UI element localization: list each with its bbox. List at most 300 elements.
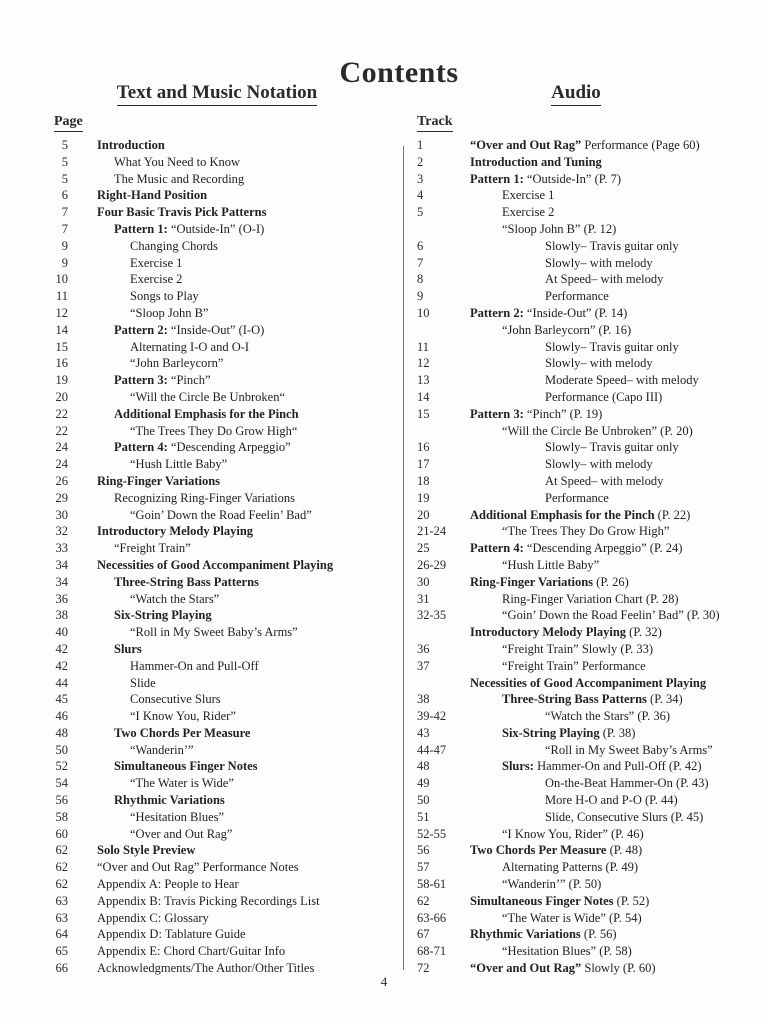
toc-row [417, 507, 765, 524]
row-number: 36 [55, 591, 68, 606]
row-number: 32-35 [417, 608, 447, 623]
row-text [68, 154, 240, 171]
row-number: 37 [417, 658, 430, 673]
toc-row [417, 725, 765, 742]
row-text-segment: “Watch the Stars” [130, 591, 220, 606]
toc-row [417, 758, 765, 775]
row-text-bold-segment: Introduction [97, 138, 165, 152]
row-text-segment: At Speed– with melody [545, 473, 664, 488]
row-text-bold-segment: Introduction and Tuning [470, 154, 602, 169]
toc-row [52, 154, 402, 171]
row-text [68, 675, 156, 692]
row-text [68, 507, 312, 524]
row-text [455, 591, 679, 608]
toc-row [417, 288, 765, 305]
toc-row [417, 708, 765, 725]
row-text-bold-segment: Simultaneous Finger Notes [470, 893, 614, 908]
row-number: 40 [55, 625, 68, 640]
toc-row [417, 641, 765, 658]
row-text-segment: Appendix E: Chord Chart/Guitar Info [97, 944, 286, 959]
row-number: 26 [55, 473, 68, 488]
row-text-segment: (P. 22) [654, 507, 691, 522]
row-text [455, 624, 662, 641]
toc-row [52, 473, 402, 490]
toc-row [52, 305, 402, 322]
row-text [68, 523, 253, 540]
row-number: 39-42 [417, 709, 447, 724]
row-text [68, 758, 258, 775]
row-text [455, 507, 690, 524]
row-text [455, 238, 679, 255]
row-text-bold-segment: Right-Hand Position [97, 188, 208, 203]
row-number: 64 [55, 927, 68, 942]
row-number: 63 [55, 893, 68, 908]
row-text-segment: Slide, Consecutive Slurs (P. 45) [545, 809, 704, 824]
row-text-segment: Exercise 2 [502, 205, 555, 220]
toc-row [52, 288, 402, 305]
row-number: 44-47 [417, 742, 447, 757]
row-text-segment: “Pinch” [167, 373, 211, 388]
row-text-segment: “Inside-Out” (P. 14) [523, 305, 628, 320]
row-number: 58-61 [417, 877, 447, 892]
toc-row [52, 540, 402, 557]
toc-row [52, 691, 402, 708]
row-number: 10 [417, 305, 430, 320]
row-number: 7 [417, 255, 424, 270]
row-number: 30 [417, 574, 430, 589]
row-text [68, 842, 195, 859]
row-text-bold-segment: Necessities of Good Accompaniment Playing [470, 675, 707, 690]
row-text [455, 540, 682, 557]
row-text [68, 204, 266, 221]
row-text [68, 423, 297, 440]
row-text-segment: Appendix D: Tablature Guide [97, 927, 246, 942]
text-music-notation-heading [52, 82, 382, 106]
row-number: 10 [55, 272, 68, 287]
row-text-segment: “John Barleycorn” (P. 16) [502, 322, 632, 337]
row-number [417, 221, 455, 238]
text-music-notation-heading-text: Text and Music Notation [117, 82, 317, 106]
toc-row [417, 204, 765, 221]
row-number: 13 [417, 373, 430, 388]
toc-row [417, 826, 765, 843]
row-number: 62 [55, 843, 68, 858]
row-text [68, 406, 299, 423]
toc-row [417, 607, 765, 624]
row-number: 29 [55, 490, 68, 505]
toc-row [52, 372, 402, 389]
audio-track-list [417, 137, 765, 977]
toc-row [417, 842, 765, 859]
toc-row [52, 406, 402, 423]
row-text [68, 187, 207, 204]
row-text [68, 473, 220, 490]
row-text-segment: “Wanderin’” [130, 742, 194, 757]
row-number: 22 [55, 406, 68, 421]
row-text [68, 607, 212, 624]
row-text-segment: “The Trees They Do Grow High“ [130, 423, 298, 438]
row-number: 26-29 [417, 557, 447, 572]
row-number: 33 [55, 541, 68, 556]
row-text-bold-segment: Introductory Melody Playing [470, 625, 627, 640]
toc-row [52, 490, 402, 507]
row-number: 5 [61, 171, 68, 186]
row-text-segment: “Hesitation Blues” [130, 809, 225, 824]
row-number: 25 [417, 541, 430, 556]
row-text-bold-segment: Four Basic Travis Pick Patterns [97, 205, 267, 220]
row-text [68, 809, 224, 826]
row-number: 63 [55, 910, 68, 925]
row-text-bold-segment: Pattern 3: [114, 373, 168, 388]
column-divider-rule [403, 146, 404, 970]
row-number: 9 [417, 289, 424, 304]
row-text [68, 439, 291, 456]
row-number: 14 [55, 322, 68, 337]
row-text-segment: Slowly– with melody [545, 356, 653, 371]
row-text [68, 658, 259, 675]
row-text [68, 221, 264, 238]
row-text [455, 339, 679, 356]
row-text [68, 624, 298, 641]
row-text-segment: “Goin’ Down the Road Feelin’ Bad” (P. 30) [502, 608, 720, 623]
row-number: 42 [55, 658, 68, 673]
row-text-segment: “Descending Arpeggio” (P. 24) [523, 541, 683, 556]
track-column-label-text: Track [417, 114, 453, 132]
track-column-label [417, 114, 453, 132]
toc-row [52, 842, 402, 859]
row-number: 19 [55, 373, 68, 388]
row-text [455, 171, 621, 188]
toc-row [417, 943, 765, 960]
row-text-segment: “Watch the Stars” (P. 36) [545, 709, 670, 724]
toc-row [417, 658, 765, 675]
row-text-segment: “I Know You, Rider” [130, 709, 236, 724]
row-text-segment: (P. 34) [646, 692, 683, 707]
row-text-bold-segment: Slurs [114, 641, 142, 656]
row-number: 5 [61, 138, 68, 152]
row-text [455, 926, 617, 943]
row-number: 57 [417, 860, 430, 875]
row-text-segment: (P. 48) [606, 843, 643, 858]
row-number: 21-24 [417, 524, 447, 539]
row-number: 45 [55, 692, 68, 707]
row-number: 62 [55, 860, 68, 875]
toc-row [52, 557, 402, 574]
row-text [455, 473, 663, 490]
toc-row [417, 171, 765, 188]
row-text [455, 322, 631, 339]
toc-row [417, 423, 765, 440]
row-text-bold-segment: Introductory Melody Playing [97, 524, 254, 539]
row-number: 56 [417, 843, 430, 858]
row-text-segment: “Descending Arpeggio” [167, 440, 291, 455]
row-text-bold-segment: Two Chords Per Measure [114, 725, 251, 740]
row-text-bold-segment: Pattern 1: [470, 171, 524, 186]
toc-row [417, 876, 765, 893]
row-text-bold-segment: Ring-Finger Variations [97, 473, 221, 488]
row-number: 66 [55, 961, 68, 976]
row-number: 11 [55, 289, 68, 304]
row-text-segment: Moderate Speed– with melody [545, 373, 699, 388]
row-text-segment: “Freight Train” Performance [502, 658, 646, 673]
row-number: 24 [55, 440, 68, 455]
row-number: 12 [55, 305, 68, 320]
row-number [417, 423, 455, 440]
row-text-bold-segment: Ring-Finger Variations [470, 574, 594, 589]
row-text [68, 826, 232, 843]
row-text-segment: “John Barleycorn” [130, 356, 224, 371]
row-text [68, 859, 299, 876]
row-number: 60 [55, 826, 68, 841]
row-number: 65 [55, 944, 68, 959]
row-text-segment: Recognizing Ring-Finger Variations [114, 490, 295, 505]
row-text [455, 490, 609, 507]
row-number: 9 [61, 238, 68, 253]
row-text-segment: “Outside-In” (P. 7) [523, 171, 621, 186]
row-text [68, 339, 249, 356]
toc-row [417, 926, 765, 943]
toc-row [52, 775, 402, 792]
row-text-segment: “Goin’ Down the Road Feelin’ Bad” [130, 507, 312, 522]
row-text [455, 305, 627, 322]
row-text [455, 221, 616, 238]
row-text-segment: “The Water is Wide” (P. 54) [502, 910, 642, 925]
toc-row [52, 322, 402, 339]
row-text-segment: Slowly– Travis guitar only [545, 440, 679, 455]
row-number: 46 [55, 709, 68, 724]
row-number: 5 [61, 154, 68, 169]
row-text-bold-segment: Pattern 2: [114, 322, 168, 337]
toc-row [52, 523, 402, 540]
toc-row [417, 742, 765, 759]
toc-row [52, 456, 402, 473]
row-text [455, 204, 554, 221]
toc-row [52, 809, 402, 826]
row-text [68, 271, 182, 288]
row-text [68, 137, 165, 154]
row-text-segment: “Hush Little Baby” [130, 457, 228, 472]
row-number: 52 [55, 759, 68, 774]
row-number: 2 [417, 154, 424, 169]
row-number: 44 [55, 675, 68, 690]
row-number: 30 [55, 507, 68, 522]
toc-row [417, 238, 765, 255]
row-text-segment: “Sloop John B” [130, 305, 209, 320]
row-text-segment: Appendix A: People to Hear [97, 877, 239, 892]
toc-row [417, 187, 765, 204]
toc-row [52, 859, 402, 876]
row-text-segment: (P. 32) [626, 625, 662, 640]
row-number: 11 [417, 339, 430, 354]
row-text-segment: (P. 56) [580, 927, 617, 942]
row-text [68, 355, 223, 372]
row-text [455, 523, 669, 540]
row-text-segment: On-the-Beat Hammer-On (P. 43) [545, 776, 709, 791]
row-number: 1 [417, 138, 424, 152]
row-text [455, 691, 683, 708]
row-number: 20 [417, 507, 430, 522]
row-number: 3 [417, 171, 424, 186]
row-text [68, 557, 333, 574]
toc-row [52, 389, 402, 406]
row-number: 5 [417, 205, 424, 220]
toc-row [417, 809, 765, 826]
audio-heading-text: Audio [551, 82, 601, 106]
row-text-segment: “Freight Train” Slowly (P. 33) [502, 641, 654, 656]
row-text-segment: “Will the Circle Be Unbroken“ [130, 389, 285, 404]
toc-row [52, 204, 402, 221]
toc-row [52, 574, 402, 591]
row-text [68, 910, 209, 927]
toc-row [417, 490, 765, 507]
row-number: 63-66 [417, 910, 447, 925]
toc-row [417, 221, 765, 238]
row-text [68, 540, 191, 557]
row-number: 34 [55, 557, 68, 572]
row-text [68, 305, 208, 322]
toc-row [417, 910, 765, 927]
toc-row [417, 675, 765, 692]
row-text [68, 641, 142, 658]
row-text [455, 708, 670, 725]
row-number: 58 [55, 809, 68, 824]
toc-row [52, 255, 402, 272]
row-text-segment: Alternating I-O and O-I [130, 339, 250, 354]
row-text-bold-segment: Two Chords Per Measure [470, 843, 607, 858]
row-number: 15 [417, 406, 430, 421]
row-number [417, 675, 455, 692]
row-text-segment: Performance (Capo III) [545, 389, 663, 404]
page-title: Contents [339, 56, 459, 90]
row-text [455, 423, 693, 440]
row-number: 31 [417, 591, 430, 606]
row-text-segment: “Pinch” (P. 19) [523, 406, 603, 421]
row-number: 38 [417, 692, 430, 707]
row-text [68, 725, 250, 742]
row-number: 24 [55, 457, 68, 472]
row-text [68, 238, 218, 255]
toc-row [52, 725, 402, 742]
row-text-segment: Slowly– with melody [545, 457, 653, 472]
toc-row [417, 271, 765, 288]
row-text [455, 187, 554, 204]
row-text [455, 775, 709, 792]
row-text [455, 910, 642, 927]
row-text [455, 406, 602, 423]
toc-row [417, 339, 765, 356]
toc-row [417, 406, 765, 423]
toc-row [417, 322, 765, 339]
row-number: 36 [417, 641, 430, 656]
toc-row [52, 339, 402, 356]
row-text [68, 322, 264, 339]
row-text-segment: “Roll in My Sweet Baby’s Arms” [130, 625, 298, 640]
row-text [455, 758, 702, 775]
row-number: 50 [417, 793, 430, 808]
row-number: 8 [417, 272, 424, 287]
row-text-segment: Slide [130, 675, 156, 690]
row-text [68, 591, 219, 608]
row-text-segment: “Roll in My Sweet Baby’s Arms” [545, 742, 713, 757]
row-number: 7 [61, 221, 68, 236]
row-number: 38 [55, 608, 68, 623]
row-number: 6 [61, 188, 68, 203]
audio-heading [417, 82, 735, 106]
row-text [455, 557, 599, 574]
row-text-segment: More H-O and P-O (P. 44) [545, 793, 678, 808]
toc-row [52, 607, 402, 624]
toc-row [52, 423, 402, 440]
row-text [455, 574, 629, 591]
row-text [68, 926, 246, 943]
toc-row [417, 473, 765, 490]
row-text-segment: (P. 38) [599, 725, 636, 740]
toc-row [417, 574, 765, 591]
toc-row [52, 742, 402, 759]
row-number: 48 [417, 759, 430, 774]
row-text-segment: “Freight Train” [114, 541, 191, 556]
row-number: 18 [417, 473, 430, 488]
row-text-segment: Performance [545, 289, 609, 304]
row-text-segment: What You Need to Know [114, 154, 241, 169]
row-number: 14 [417, 389, 430, 404]
row-text-segment: “I Know You, Rider” (P. 46) [502, 826, 644, 841]
row-text [68, 574, 259, 591]
row-text-bold-segment: Simultaneous Finger Notes [114, 759, 258, 774]
toc-row [417, 305, 765, 322]
row-text-segment: Consecutive Slurs [130, 692, 221, 707]
row-text [455, 675, 706, 692]
toc-row [52, 641, 402, 658]
row-text [455, 842, 642, 859]
row-text-segment: “The Trees They Do Grow High” [502, 524, 670, 539]
row-text [455, 641, 653, 658]
row-text-segment: Ring-Finger Variation Chart (P. 28) [502, 591, 679, 606]
row-text-bold-segment: Three-String Bass Patterns [502, 692, 647, 707]
row-text [68, 490, 295, 507]
row-text [455, 439, 679, 456]
toc-row [417, 255, 765, 272]
row-text [68, 708, 236, 725]
row-number: 4 [417, 188, 424, 203]
row-text-bold-segment: Pattern 2: [470, 305, 524, 320]
row-text-bold-segment: Slurs: [502, 759, 534, 774]
toc-row [52, 893, 402, 910]
toc-row [52, 439, 402, 456]
row-text [68, 691, 221, 708]
row-text-segment: Slowly– Travis guitar only [545, 339, 679, 354]
row-text [68, 456, 227, 473]
row-number: 20 [55, 389, 68, 404]
row-text-bold-segment: Pattern 3: [470, 406, 524, 421]
row-text-segment: Performance (Page 60) [581, 138, 700, 152]
row-text [68, 792, 225, 809]
page-number: 4 [380, 974, 388, 989]
row-number: 19 [417, 490, 430, 505]
toc-row [417, 389, 765, 406]
row-text-bold-segment: Solo Style Preview [97, 843, 196, 858]
row-text-segment: Alternating Patterns (P. 49) [502, 860, 639, 875]
row-text-bold-segment: Six-String Playing [114, 608, 212, 623]
row-text [455, 725, 635, 742]
row-number: 34 [55, 574, 68, 589]
row-text-segment: “Inside-Out” (I-O) [167, 322, 265, 337]
row-text-bold-segment: Pattern 4: [470, 541, 524, 556]
toc-row [52, 171, 402, 188]
row-number: 16 [417, 440, 430, 455]
row-number: 48 [55, 725, 68, 740]
toc-row [52, 943, 402, 960]
